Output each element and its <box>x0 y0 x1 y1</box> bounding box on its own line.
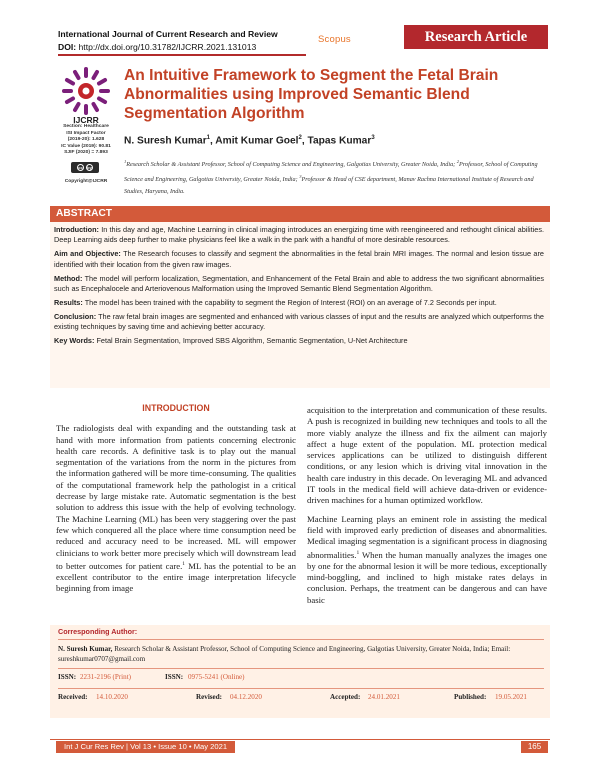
author-list: N. Suresh Kumar$^1$, Amit Kumar Goel$^2$, Tapas Kumar$^3$ <box>124 135 375 147</box>
author-sup: 1 <box>206 135 210 141</box>
issn-row: ISSN: 2231-2196 (Print) ISSN: 0975-5241 (Online) <box>58 672 245 681</box>
doi-label: DOI: <box>58 42 77 52</box>
issn-print: 2231-2196 (Print) <box>80 672 132 681</box>
divider <box>58 688 544 689</box>
journal-name: International Journal of Current Research and Review <box>58 29 278 39</box>
divider <box>58 639 544 640</box>
corresponding-heading: Corresponding Author: <box>58 627 138 636</box>
paper-title: An Intuitive Framework to Segment the Fetal Brain Abnormalities using Improved Semantic Blend Segmentation Algorithm <box>124 67 499 122</box>
header-divider <box>58 54 306 56</box>
article-type-badge: Research Article <box>404 25 548 49</box>
author-name: Amit Kumar Goel <box>215 135 299 147</box>
issn-online: 0975-5241 (Online) <box>188 672 245 681</box>
section-heading-introduction: INTRODUCTION <box>142 403 210 413</box>
scopus-label: Scopus <box>318 34 351 45</box>
doi-line <box>58 42 256 52</box>
logo-meta-line: ISI Impact Factor <box>66 130 106 136</box>
doi-link[interactable]: http://dx.doi.org/10.31782/IJCRR.2021.131013 <box>78 42 257 52</box>
citation-ref[interactable]: 1 <box>356 549 360 556</box>
affiliation-1: Research Scholar & Assistant Professor, School of Computing Science and Engineering, Galgotias University, Greater Noida, India; <box>126 161 456 169</box>
body-paragraph: Machine Learning plays an eminent role in assisting the medical field with improved early prediction of diseases and abnormalities. Medical imaging segmentation is a significant process in diagnosing abnormalities.$^1$ When the human manually analyzes the images one by one for the abnormal lesion it will be more tedious, exceptionally mind-boggling, and inclined to high mistake rates delays in conclusion. Perhaps, the treatment can be dangerous and can have basic <box>307 513 548 605</box>
footer-citation: Int J Cur Res Rev | Vol 13 • Issue 10 • May 2021 <box>56 741 235 753</box>
body-paragraph: The radiologists deal with expanding and the outstanding task at hand with more information from patients concerning electronic health care records. A definitive task is to play out the manual segmentation of the variations from the norm in the pictures from the information gathered will be more time-consuming. The qualities of the computational framework help the pathologist in a critical decrease by large mistake rate. Automatic segmentation is the best solution to address this issue with the help of evolving technology. The Machine Learning (ML) has been very staggering over the past few which conquered all the place where time consumption need be reduced and accuracy need to be increased. ML will empower clinicians to work better more precisely which will downstream lead to better outcomes for patient care.$^1$ ML has the potential to be an excellent contributor to the entire image interpretation lifecycle beginning from image <box>56 423 296 594</box>
author-sup: 3 <box>371 135 375 141</box>
corresponding-author-box <box>50 625 550 718</box>
page-number: 165 <box>521 741 548 753</box>
revised-date: 04.12.2020 <box>230 692 262 701</box>
accepted-date: 24.01.2021 <box>368 692 400 701</box>
received-date: 14.10.2020 <box>96 692 128 701</box>
body-paragraph: acquisition to the interpretation and communication of these results. A push is recognized in building new techniques and tools to all the more viably analyze the illness and fix the ailment can majorly affect a huge extent of the population. ML protection medical services applications can be utilized to distinguish different conditions, or any lesion which is driving vital innovation in the health care industry in this decade. On leveraging ML and advanced IT tools in the medical field will achieve data-driven or evidence-driven machines for a human optimized workflow. <box>307 405 547 506</box>
body-column-left <box>56 403 296 595</box>
logo-metadata <box>50 124 122 157</box>
abstract-aim: Aim and Objective: The Research focuses to classify and segment the abnormalities in the fetal brain MRI images. The normal and lesion tissue are identified with their location from the given raw images. <box>54 249 544 269</box>
author-name: N. Suresh Kumar <box>124 135 207 147</box>
abstract-method: Method: The model will perform localization, Segmentation, and Enhancement of the Fetal Brain and able to address the two significant abnormalities such as Encephalocele and Arteriovenous Malformation using the Improved Semantic Blend Segmentation Algorithm. <box>54 273 544 294</box>
abstract-heading: ABSTRACT <box>50 206 550 222</box>
footer-divider <box>50 739 550 740</box>
abstract-results: Results: The model has been trained with the capability to segment the Region of Interest (ROI) on an average of 7.2 Seconds per input. <box>54 297 497 307</box>
logo-name: IJCRR <box>73 115 99 125</box>
abstract-keywords: Key Words: Fetal Brain Segmentation, Improved SBS Algorithm, Semantic Segmentation, U-Net Architecture <box>54 336 408 346</box>
published-date: 19.05.2021 <box>495 692 527 701</box>
dates-row: Received: 14.10.2020 Revised: 04.12.2020 Accepted: 24.01.2021 Published: 19.05.2021 <box>58 692 527 701</box>
affiliation-2: Professor, School of Computing Science and Engineering, Galgotias University, Greater Noida, India; <box>124 161 538 184</box>
author-name: Tapas Kumar <box>307 135 372 147</box>
creative-commons-icon: cc by <box>71 162 99 173</box>
author-sup: 2 <box>298 135 302 141</box>
copyright-text: Copyright@IJCRR <box>64 179 108 184</box>
abstract-introduction: Introduction: In this day and age, Machine Learning in clinical imaging introduces an energizing time with reengineered and rethought clinical abilities. Deep Learning aids deep further to make physicians feel like a walk in the park with a handful of more desirable resources. <box>54 225 545 245</box>
logo-meta-line: (2019-20): 1.628 <box>67 137 105 143</box>
affiliation-3: Professor & Head of CSE department, Manav Rachna International Institute of Research and Studies, Haryana, India. <box>124 176 534 196</box>
logo-meta-line: SJIF (2020) = 7.893 <box>64 150 108 156</box>
logo-meta-line: Section: Healthcare <box>63 124 109 129</box>
ijcrr-logo-icon <box>58 66 114 116</box>
abstract-conclusion: Conclusion: The raw fetal brain images are segmented and enhanced with various classes of input and the results are analyzed which outperforms the existing techniques by saving time and achieving better accuracy. <box>54 311 544 332</box>
logo-meta-line: IC Value (2019): 90.81 <box>61 143 111 149</box>
abstract-body <box>50 222 550 388</box>
corresponding-details: N. Suresh Kumar, Research Scholar & Assistant Professor, School of Computing Science and Engineering, Galgotias University, Greater Noida, India; Email: sureshkumar0707@gmail.com <box>58 645 511 664</box>
citation-ref[interactable]: 1 <box>182 560 186 567</box>
divider <box>58 668 544 669</box>
body-column-right <box>307 405 547 606</box>
affiliations: $^1$Research Scholar & Assistant Professor, School of Computing Science and Engineering, Galgotias University, Greater Noida, India; $^2$Professor, School of Computing Science and Engineering, Galgotias University, Greater Noida, India; $^3$Professor & Head of CSE department, Manav Rachna International Institute of Research and Studies, Haryana, India. <box>124 159 538 196</box>
